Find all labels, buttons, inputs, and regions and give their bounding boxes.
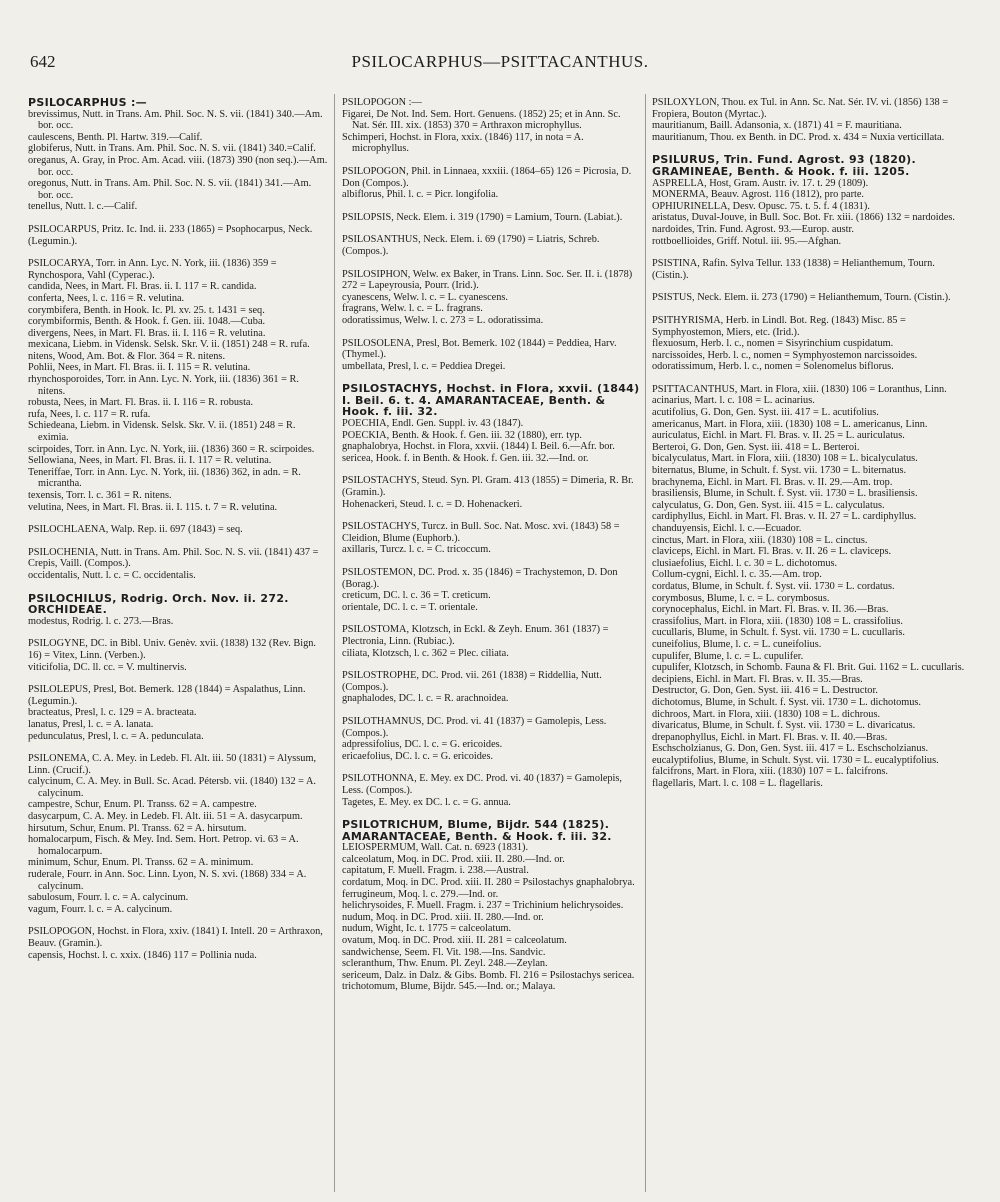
entry-line: bracteatus, Presl, l. c. 129 = A. bracteata. xyxy=(28,707,197,719)
page-number: 642 xyxy=(30,52,56,71)
entry-heading: PSILOSTROPHE, DC. Prod. vii. 261 (1838) = Riddellia, Nutt. (Compos.). xyxy=(342,670,602,693)
dictionary-entry xyxy=(342,212,640,224)
entry-line: Figarei, De Not. Ind. Sem. Hort. Genuens. (1852) 25; et in Ann. Sc. Nat. Sér. III. xix. (1853) 370 = Arthraxon microphyllus. xyxy=(342,108,621,132)
entry-line: nitens, Wood, Am. Bot. & Flor. 364 = R. nitens. xyxy=(28,350,226,362)
entry-heading: PSILOSTEMON, DC. Prod. x. 35 (1846) = Trachystemon, D. Don (Borag.). xyxy=(342,567,618,590)
entry-heading: PSILOSTACHYS, Steud. Syn. Pl. Gram. 413 (1855) = Dimeria, R. Br. (Gramin.). xyxy=(342,475,634,499)
entry-line: divaricatus, Blume, in Schult. f. Syst. vii. 1730 = L. divaricatus. xyxy=(652,720,916,732)
entry-line: POECHIA, Endl. Gen. Suppl. iv. 43 (1847). xyxy=(342,418,524,430)
dictionary-entry xyxy=(342,234,640,257)
entry-line: cardiphyllus, Eichl. in Mart. Fl. Bras. v. II. 27 = L. cardiphyllus. xyxy=(652,511,917,523)
entry-line: clusiaefolius, Eichl. l. c. 30 = L. dichotomus. xyxy=(652,557,838,569)
entry-line: MONERMA, Beauv. Agrost. 116 (1812), pro parte. xyxy=(652,189,865,201)
entry-line: calycinum, C. A. Mey. in Bull. Sc. Acad. Pétersb. vii. (1840) 132 = A. calycinum. xyxy=(28,776,316,799)
entry-heading: PSILOSTOMA, Klotzsch, in Eckl. & Zeyh. Enum. 361 (1837) = Plectronia, Linn. (Rubiac.). xyxy=(342,624,609,647)
dictionary-entry xyxy=(28,684,328,742)
entry-line: biternatus, Blume, in Schult. f. Syst. vii. 1730 = L. biternatus. xyxy=(652,465,907,477)
entry-line: vagum, Fourr. l. c. = A. calycinum. xyxy=(28,903,173,915)
entry-line: OPHIURINELLA, Desv. Opusc. 75. t. 5. f. 4 (1831). xyxy=(652,200,870,212)
entry-line: scirpoides, Torr. in Ann. Lyc. N. York, iii. (1836) 360 = R. scirpoides. xyxy=(28,443,315,455)
entry-line: flexuosum, Herb. l. c., nomen = Sisyrinchium cuspidatum. xyxy=(652,338,894,350)
dictionary-entry xyxy=(652,154,974,247)
entry-line: mexicana, Liebm. in Vidensk. Selsk. Skr. V. ii. (1851) 248 = R. rufa. xyxy=(28,339,310,351)
entry-line: acinarius, Mart. l. c. 108 = L. acinarius. xyxy=(652,395,815,407)
entry-line: decipiens, Eichl. in Mart. Fl. Bras. v. II. 35.—Bras. xyxy=(652,673,863,685)
entry-line: cordatum, Moq. in DC. Prod. xiii. II. 280 = Psilostachys gnaphalobrya. xyxy=(342,877,635,889)
entry-heading: PSILOSOLENA, Presl, Bot. Bemerk. 102 (1844) = Peddiea, Harv. (Thymel.). xyxy=(342,337,617,361)
entry-line: Tagetes, E. Mey. ex DC. l. c. = G. annua. xyxy=(342,796,511,808)
dictionary-entry xyxy=(28,97,328,213)
dictionary-entry xyxy=(342,338,640,373)
dictionary-entry xyxy=(652,292,974,304)
dictionary-entry xyxy=(28,258,328,513)
entry-heading: PSILOSIPHON, Welw. ex Baker, in Trans. Linn. Soc. Ser. II. i. (1878) 272 = Lapeyrousia, Pourr. (Irid.). xyxy=(342,268,633,292)
entry-line: americanus, Mart. in Flora, xiii. (1830) 108 = L. americanus, Linn. xyxy=(652,418,928,430)
entry-line: albiflorus, Phil. l. c. = Picr. longifolia. xyxy=(342,189,499,201)
entry-line: sabulosum, Fourr. l. c. = A. calycinum. xyxy=(28,892,189,904)
entry-line: drepanophyllus, Eichl. in Mart. Fl. Bras. v. II. 40.—Bras. xyxy=(652,731,888,743)
entry-line: rufa, Nees, l. c. 117 = R. rufa. xyxy=(28,408,151,420)
entry-line: claviceps, Eichl. in Mart. Fl. Bras. v. II. 26 = L. claviceps. xyxy=(652,546,892,558)
entry-line: acutifolius, G. Don, Gen. Syst. iii. 417 = L. acutifolius. xyxy=(652,407,879,419)
entry-heading: PSILOCARPHUS :— xyxy=(28,97,147,109)
entry-line: pedunculatus, Presl, l. c. = A. pedunculata. xyxy=(28,730,204,742)
dictionary-entry xyxy=(28,753,328,915)
dictionary-entry xyxy=(342,269,640,327)
entry-line: capensis, Hochst. l. c. xxix. (1846) 117 = Pollinia nuda. xyxy=(28,949,257,961)
entry-line: mauritianum, Baill. Adansonia, x. (1871) 41 = F. mauritiana. xyxy=(652,120,902,132)
entry-line: tenellus, Nutt. l. c.—Calif. xyxy=(28,201,138,213)
entry-line: conferta, Nees, l. c. 116 = R. velutina. xyxy=(28,292,185,304)
entry-line: brevissimus, Nutt. in Trans. Am. Phil. Soc. N. S. vii. (1841) 340.—Am. bor. occ. xyxy=(28,108,323,132)
entry-heading: PSILOCHENIA, Nutt. in Trans. Am. Phil. Soc. N. S. vii. (1841) 437 = Crepis, Vaill. (Compos.). xyxy=(28,546,319,570)
entry-line: ovatum, Moq. in DC. Prod. xiii. II. 281 = calceolatum. xyxy=(342,935,567,947)
entry-line: Schiedeana, Liebm. in Vidensk. Selsk. Skr. V. ii. (1851) 248 = R. eximia. xyxy=(28,420,296,444)
entry-line: Pohlii, Nees, in Mart. Fl. Bras. ii. I. 115 = R. velutina. xyxy=(28,362,251,374)
column-divider xyxy=(645,94,646,1192)
entry-heading: PSITTACANTHUS, Mart. in Flora, xiii. (1830) 106 = Loranthus, Linn. xyxy=(652,383,947,395)
page-title: PSILOCARPHUS—PSITTACANTHUS. xyxy=(351,52,649,71)
entry-line: lanatus, Presl, l. c. = A. lanata. xyxy=(28,718,154,730)
entry-line: narcissoides, Herb. l. c., nomen = Symphyostemon narcissoides. xyxy=(652,349,918,361)
entry-line: Eschscholzianus, G. Don, Gen. Syst. iii. 417 = L. Eschscholzianus. xyxy=(652,743,929,755)
entry-heading: PSILOTHAMNUS, DC. Prod. vi. 41 (1837) = Gamolepis, Less. (Compos.). xyxy=(342,715,607,739)
entry-line: velutina, Nees, in Mart. Fl. Bras. ii. I. 115. t. 7 = R. velutina. xyxy=(28,501,278,513)
entry-line: axillaris, Turcz. l. c. = C. tricoccum. xyxy=(342,544,491,556)
entry-line: corymbifera, Benth. in Hook. Ic. Pl. xv. 25. t. 1431 = seq. xyxy=(28,304,265,316)
entry-heading: PSILOXYLON, Thou. ex Tul. in Ann. Sc. Nat. Sér. IV. vi. (1856) 138 = Fropiera, Bouton (Myrtac.). xyxy=(652,97,949,120)
dictionary-entry xyxy=(652,315,974,373)
entry-heading: PSILOCARYA, Torr. in Ann. Lyc. N. York, iii. (1836) 359 = Rynchospora, Vahl (Cyperac.). xyxy=(28,258,277,281)
entry-line: rottboellioides, Griff. Notul. iii. 95.—Afghan. xyxy=(652,235,842,247)
dictionary-entry xyxy=(652,97,974,143)
entry-heading: PSILOLEPUS, Presl, Bot. Bemerk. 128 (1844) = Aspalathus, Linn. (Legumin.). xyxy=(28,684,306,707)
entry-line: cupulifer, Blume, l. c. = L. cupulifer. xyxy=(652,650,804,662)
entry-line: bicalyculatus, Mart. in Flora, xiii. (1830) 108 = L. bicalyculatus. xyxy=(652,453,918,465)
dictionary-entry xyxy=(342,475,640,510)
entry-heading: PSILONEMA, C. A. Mey. in Ledeb. Fl. Alt. iii. 50 (1831) = Alyssum, Linn. (Crucif.). xyxy=(28,753,317,776)
dictionary-entry xyxy=(342,716,640,762)
entry-line: cucullaris, Blume, in Schult. f. Syst. vii. 1730 = L. cucullaris. xyxy=(652,627,905,639)
column-3 xyxy=(652,97,974,1195)
entry-line: crassifolius, Mart. in Flora, xiii. (1830) 108 = L. crassifolius. xyxy=(652,615,903,627)
entry-heading: PSILOTRICHUM, Blume, Bijdr. 544 (1825). AMARANTACEAE, Benth. & Hook. f. iii. 32. xyxy=(342,818,612,843)
entry-heading: PSISTUS, Neck. Elem. ii. 273 (1790) = Helianthemum, Tourn. (Cistin.). xyxy=(652,292,951,304)
entry-line: cupulifer, Klotzsch, in Schomb. Fauna & Fl. Brit. Gui. 1162 = L. cucullaris. xyxy=(652,662,965,674)
entry-line: helichrysoides, F. Muell. Fragm. i. 237 = Trichinium helichrysoides. xyxy=(342,900,624,912)
dictionary-entry xyxy=(28,926,328,961)
dictionary-entry xyxy=(342,383,640,464)
dictionary-entry xyxy=(28,524,328,536)
entry-line: sericeum, Dalz. in Dalz. & Gibs. Bomb. Fl. 216 = Psilostachys sericea. xyxy=(342,969,635,981)
entry-line: calyculatus, G. Don, Gen. Syst. iii. 415 = L. calyculatus. xyxy=(652,499,885,511)
dictionary-entry xyxy=(342,567,640,613)
entry-line: dichotomus, Blume, in Schult. f. Syst. vii. 1730 = L. dichotomus. xyxy=(652,696,921,708)
entry-line: campestre, Schur, Enum. Pl. Transs. 62 = A. campestre. xyxy=(28,799,257,811)
entry-line: corymbosus, Blume, l. c. = L. corymbosus. xyxy=(652,592,830,604)
entry-heading: PSILOPOGON :— xyxy=(342,97,422,108)
entry-line: homalocarpum, Fisch. & Mey. Ind. Sem. Hort. Petrop. vi. 63 = A. homalocarpum. xyxy=(28,834,299,857)
entry-line: gnaphalodes, DC. l. c. = R. arachnoidea. xyxy=(342,693,509,705)
entry-line: ciliata, Klotzsch, l. c. 362 = Plec. ciliata. xyxy=(342,647,509,659)
entry-line: calceolatum, Moq. in DC. Prod. xiii. II. 280.—Ind. or. xyxy=(342,853,565,865)
entry-line: creticum, DC. l. c. 36 = T. creticum. xyxy=(342,590,491,602)
dictionary-entry xyxy=(342,819,640,993)
dictionary-entry xyxy=(28,638,328,673)
entry-heading: PSILOCHLAENA, Walp. Rep. ii. 697 (1843) = seq. xyxy=(28,524,243,536)
entry-heading: PSILURUS, Trin. Fund. Agrost. 93 (1820). GRAMINEAE, Benth. & Hook. f. iii. 1205. xyxy=(652,153,916,178)
entry-line: ASPRELLA, Host, Gram. Austr. iv. 17. t. 29 (1809). xyxy=(652,177,869,189)
entry-heading: PSITHYRISMA, Herb. in Lindl. Bot. Reg. (1843) Misc. 85 = Symphyostemon, Miers, etc. (Irid.). xyxy=(652,314,906,338)
entry-line: Hohenackeri, Steud. l. c. = D. Hohenackeri. xyxy=(342,498,523,510)
entry-line: Schimperi, Hochst. in Flora, xxix. (1846) 117, in nota = A. microphyllus. xyxy=(342,131,584,155)
entry-heading: PSILOPSIS, Neck. Elem. i. 319 (1790) = Lamium, Tourn. (Labiat.). xyxy=(342,211,623,223)
entry-line: corymbiformis, Benth. & Hook. f. Gen. iii. 1048.—Cuba. xyxy=(28,316,266,328)
entry-line: sericea, Hook. f. in Benth. & Hook. f. Gen. iii. 32.—Ind. or. xyxy=(342,452,589,464)
entry-line: Teneriffae, Torr. in Ann. Lyc. N. York, iii. (1836) 362, in adn. = R. micrantha. xyxy=(28,466,301,490)
entry-heading: PSISTINA, Rafin. Sylva Tellur. 133 (1838) = Helianthemum, Tourn. (Cistin.). xyxy=(652,258,935,281)
entry-line: nudum, Wight, Ic. t. 1775 = calceolatum. xyxy=(342,923,512,935)
entry-heading: PSILOCHILUS, Rodrig. Orch. Nov. ii. 272. ORCHIDEAE. xyxy=(28,591,289,617)
entry-line: falcifrons, Mart. in Flora, xiii. (1830) 107 = L. falcifrons. xyxy=(652,766,889,778)
entry-line: umbellata, Presl, l. c. = Peddiea Dregei. xyxy=(342,360,506,372)
entry-line: hirsutum, Schur, Enum. Pl. Transs. 62 = A. hirsutum. xyxy=(28,822,247,834)
entry-line: odoratissimum, Herb. l. c., nomen = Solenomelus biflorus. xyxy=(652,361,894,373)
entry-line: cyanescens, Welw. l. c. = L. cyanescens. xyxy=(342,291,508,303)
dictionary-entry xyxy=(342,624,640,659)
entry-line: nardoides, Trin. Fund. Agrost. 93.—Europ. austr. xyxy=(652,223,854,235)
entry-line: robusta, Nees, in Mart. Fl. Bras. ii. I. 116 = R. robusta. xyxy=(28,397,254,409)
entry-line: viticifolia, DC. ll. cc. = V. multinervis. xyxy=(28,661,187,673)
entry-line: oreganus, A. Gray, in Proc. Am. Acad. viii. (1873) 390 (non seq.).—Am. bor. occ. xyxy=(28,154,328,178)
entry-line: mauritianum, Thou. ex Benth. in DC. Prod. x. 434 = Nuxia verticillata. xyxy=(652,131,945,143)
entry-line: adpressifolius, DC. l. c. = G. ericoides. xyxy=(342,739,503,751)
dictionary-entry xyxy=(652,384,974,790)
entry-line: scleranthum, Thw. Enum. Pl. Zeyl. 248.—Zeylan. xyxy=(342,958,548,970)
dictionary-entry xyxy=(652,258,974,281)
entry-line: oregonus, Nutt. in Trans. Am. Phil. Soc. N. S. vii. (1841) 341.—Am. bor. occ. xyxy=(28,178,312,201)
entry-line: caulescens, Benth. Pl. Hartw. 319.—Calif. xyxy=(28,131,203,143)
entry-line: modestus, Rodrig. l. c. 273.—Bras. xyxy=(28,615,174,627)
dictionary-entry xyxy=(342,521,640,556)
entry-line: aristatus, Duval-Jouve, in Bull. Soc. Bot. Fr. xiii. (1866) 132 = nardoides. xyxy=(652,212,955,224)
dictionary-entry xyxy=(342,670,640,705)
column-1 xyxy=(28,97,328,1195)
entry-heading: PSILOCARPUS, Pritz. Ic. Ind. ii. 233 (1865) = Psophocarpus, Neck. (Legumin.). xyxy=(28,223,313,247)
entry-heading: PSILOSTACHYS, Turcz. in Bull. Soc. Nat. Mosc. xvi. (1843) 58 = Cleidion, Blume (Euphorb.). xyxy=(342,521,620,544)
page-header xyxy=(0,52,1000,78)
entry-line: capitatum, F. Muell. Fragm. i. 238.—Austral. xyxy=(342,865,529,877)
entry-heading: PSILOPOGON, Phil. in Linnaea, xxxiii. (1864–65) 126 = Picrosia, D. Don (Compos.). xyxy=(342,165,632,189)
entry-line: cinctus, Mart. in Flora, xiii. (1830) 108 = L. cinctus. xyxy=(652,534,868,546)
entry-line: Collum-cygni, Eichl. l. c. 35.—Am. trop. xyxy=(652,569,822,581)
entry-line: sandwichense, Seem. Fl. Vit. 198.—Ins. Sandvic. xyxy=(342,946,546,958)
entry-heading: PSILOPOGON, Hochst. in Flora, xxiv. (1841) I. Intell. 20 = Arthraxon, Beauv. (Gramin.). xyxy=(28,926,323,949)
entry-line: trichotomum, Blume, Bijdr. 545.—Ind. or.; Malaya. xyxy=(342,981,556,993)
entry-line: cordatus, Blume, in Schult. f. Syst. vii. 1730 = L. cordatus. xyxy=(652,580,895,592)
entry-line: cuneifolius, Blume, l. c. = L. cuneifolius. xyxy=(652,638,822,650)
entry-line: ferrugineum, Moq. l. c. 279.—Ind. or. xyxy=(342,888,499,900)
entry-line: rhynchosporoides, Torr. in Ann. Lyc. N. York, iii. (1836) 361 = R. nitens. xyxy=(28,374,299,397)
entry-heading: PSILOSTACHYS, Hochst. in Flora, xxvii. (1844) I. Beil. 6. t. 4. AMARANTACEAE, Benth. & Hook. f. iii. 32. xyxy=(342,382,640,419)
entry-line: orientale, DC. l. c. = T. orientale. xyxy=(342,601,478,613)
entry-line: eucalyptifolius, Blume, in Schult. Syst. vii. 1730 = L. eucalyptifolius. xyxy=(652,754,939,766)
entry-line: chanduyensis, Eichl. l. c.—Ecuador. xyxy=(652,523,802,534)
entry-line: nudum, Moq. in DC. Prod. xiii. II. 280.—Ind. or. xyxy=(342,911,544,923)
entry-line: candida, Nees, in Mart. Fl. Bras. ii. I. 117 = R. candida. xyxy=(28,281,257,293)
entry-line: Berteroi, G. Don, Gen. Syst. iii. 418 = L. Berteroi. xyxy=(652,441,860,453)
entry-line: ericaefolius, DC. l. c. = G. ericoides. xyxy=(342,750,494,762)
entry-line: gnaphalobrya, Hochst. in Flora, xxvii. (1844) I. Beil. 6.—Afr. bor. xyxy=(342,441,615,453)
entry-line: dasycarpum, C. A. Mey. in Ledeb. Fl. Alt. iii. 51 = A. dasycarpum. xyxy=(28,811,303,823)
entry-line: divergens, Nees, in Mart. Fl. Bras. ii. I. 116 = R. velutina. xyxy=(28,327,266,339)
entry-line: minimum, Schur, Enum. Pl. Transs. 62 = A. minimum. xyxy=(28,857,254,869)
dictionary-entry xyxy=(342,773,640,808)
entry-line: dichroos, Mart. in Flora, xiii. (1830) 108 = L. dichrous. xyxy=(652,708,881,720)
entry-line: odoratissimus, Welw. l. c. 273 = L. odoratissima. xyxy=(342,314,544,326)
column-divider xyxy=(334,94,335,1192)
entry-line: auriculatus, Eichl. in Mart. Fl. Bras. v. II. 25 = L. auriculatus. xyxy=(652,430,905,442)
entry-line: brasiliensis, Blume, in Schult. f. Syst. vii. 1730 = L. brasiliensis. xyxy=(652,488,918,500)
entry-line: globiferus, Nutt. in Trans. Am. Phil. Soc. N. S. vii. (1841) 340.=Calif. xyxy=(28,143,316,155)
entry-line: LEIOSPERMUM, Wall. Cat. n. 6923 (1831). xyxy=(342,842,529,854)
entry-line: texensis, Torr. l. c. 361 = R. nitens. xyxy=(28,490,172,501)
entry-line: occidentalis, Nutt. l. c. = C. occidentalis. xyxy=(28,569,196,581)
entry-heading: PSILOSANTHUS, Neck. Elem. i. 69 (1790) = Liatris, Schreb. (Compos.). xyxy=(342,234,600,257)
entry-line: brachynema, Eichl. in Mart. Fl. Bras. v. II. 29.—Am. trop. xyxy=(652,476,893,488)
entry-line: fragrans, Welw. l. c. = L. fragrans. xyxy=(342,303,483,315)
dictionary-entry xyxy=(342,166,640,201)
entry-heading: PSILOGYNE, DC. in Bibl. Univ. Genèv. xvii. (1838) 132 (Rev. Bign. 16) = Vitex, Linn. (Verben.). xyxy=(28,638,317,661)
entry-heading: PSILOTHONNA, E. Mey. ex DC. Prod. vi. 40 (1837) = Gamolepis, Less. (Compos.). xyxy=(342,773,622,796)
column-2 xyxy=(342,97,640,1195)
entry-line: Sellowiana, Nees, in Mart. Fl. Bras. ii. I. 117 = R. velutina. xyxy=(28,455,272,467)
entry-line: Destructor, G. Don, Gen. Syst. iii. 416 = L. Destructor. xyxy=(652,685,878,697)
dictionary-entry xyxy=(28,547,328,582)
entry-line: flagellaris, Mart. l. c. 108 = L. flagellaris. xyxy=(652,778,823,790)
entry-line: POECKIA, Benth. & Hook. f. Gen. iii. 32 (1880), err. typ. xyxy=(342,429,582,441)
entry-line: corynocephalus, Eichl. in Mart. Fl. Bras. v. II. 36.—Bras. xyxy=(652,604,889,616)
entry-line: ruderale, Fourr. in Ann. Soc. Linn. Lyon, N. S. xvi. (1868) 334 = A. calycinum. xyxy=(28,869,307,892)
dictionary-entry xyxy=(342,97,640,155)
dictionary-entry xyxy=(28,593,328,628)
dictionary-entry xyxy=(28,224,328,247)
